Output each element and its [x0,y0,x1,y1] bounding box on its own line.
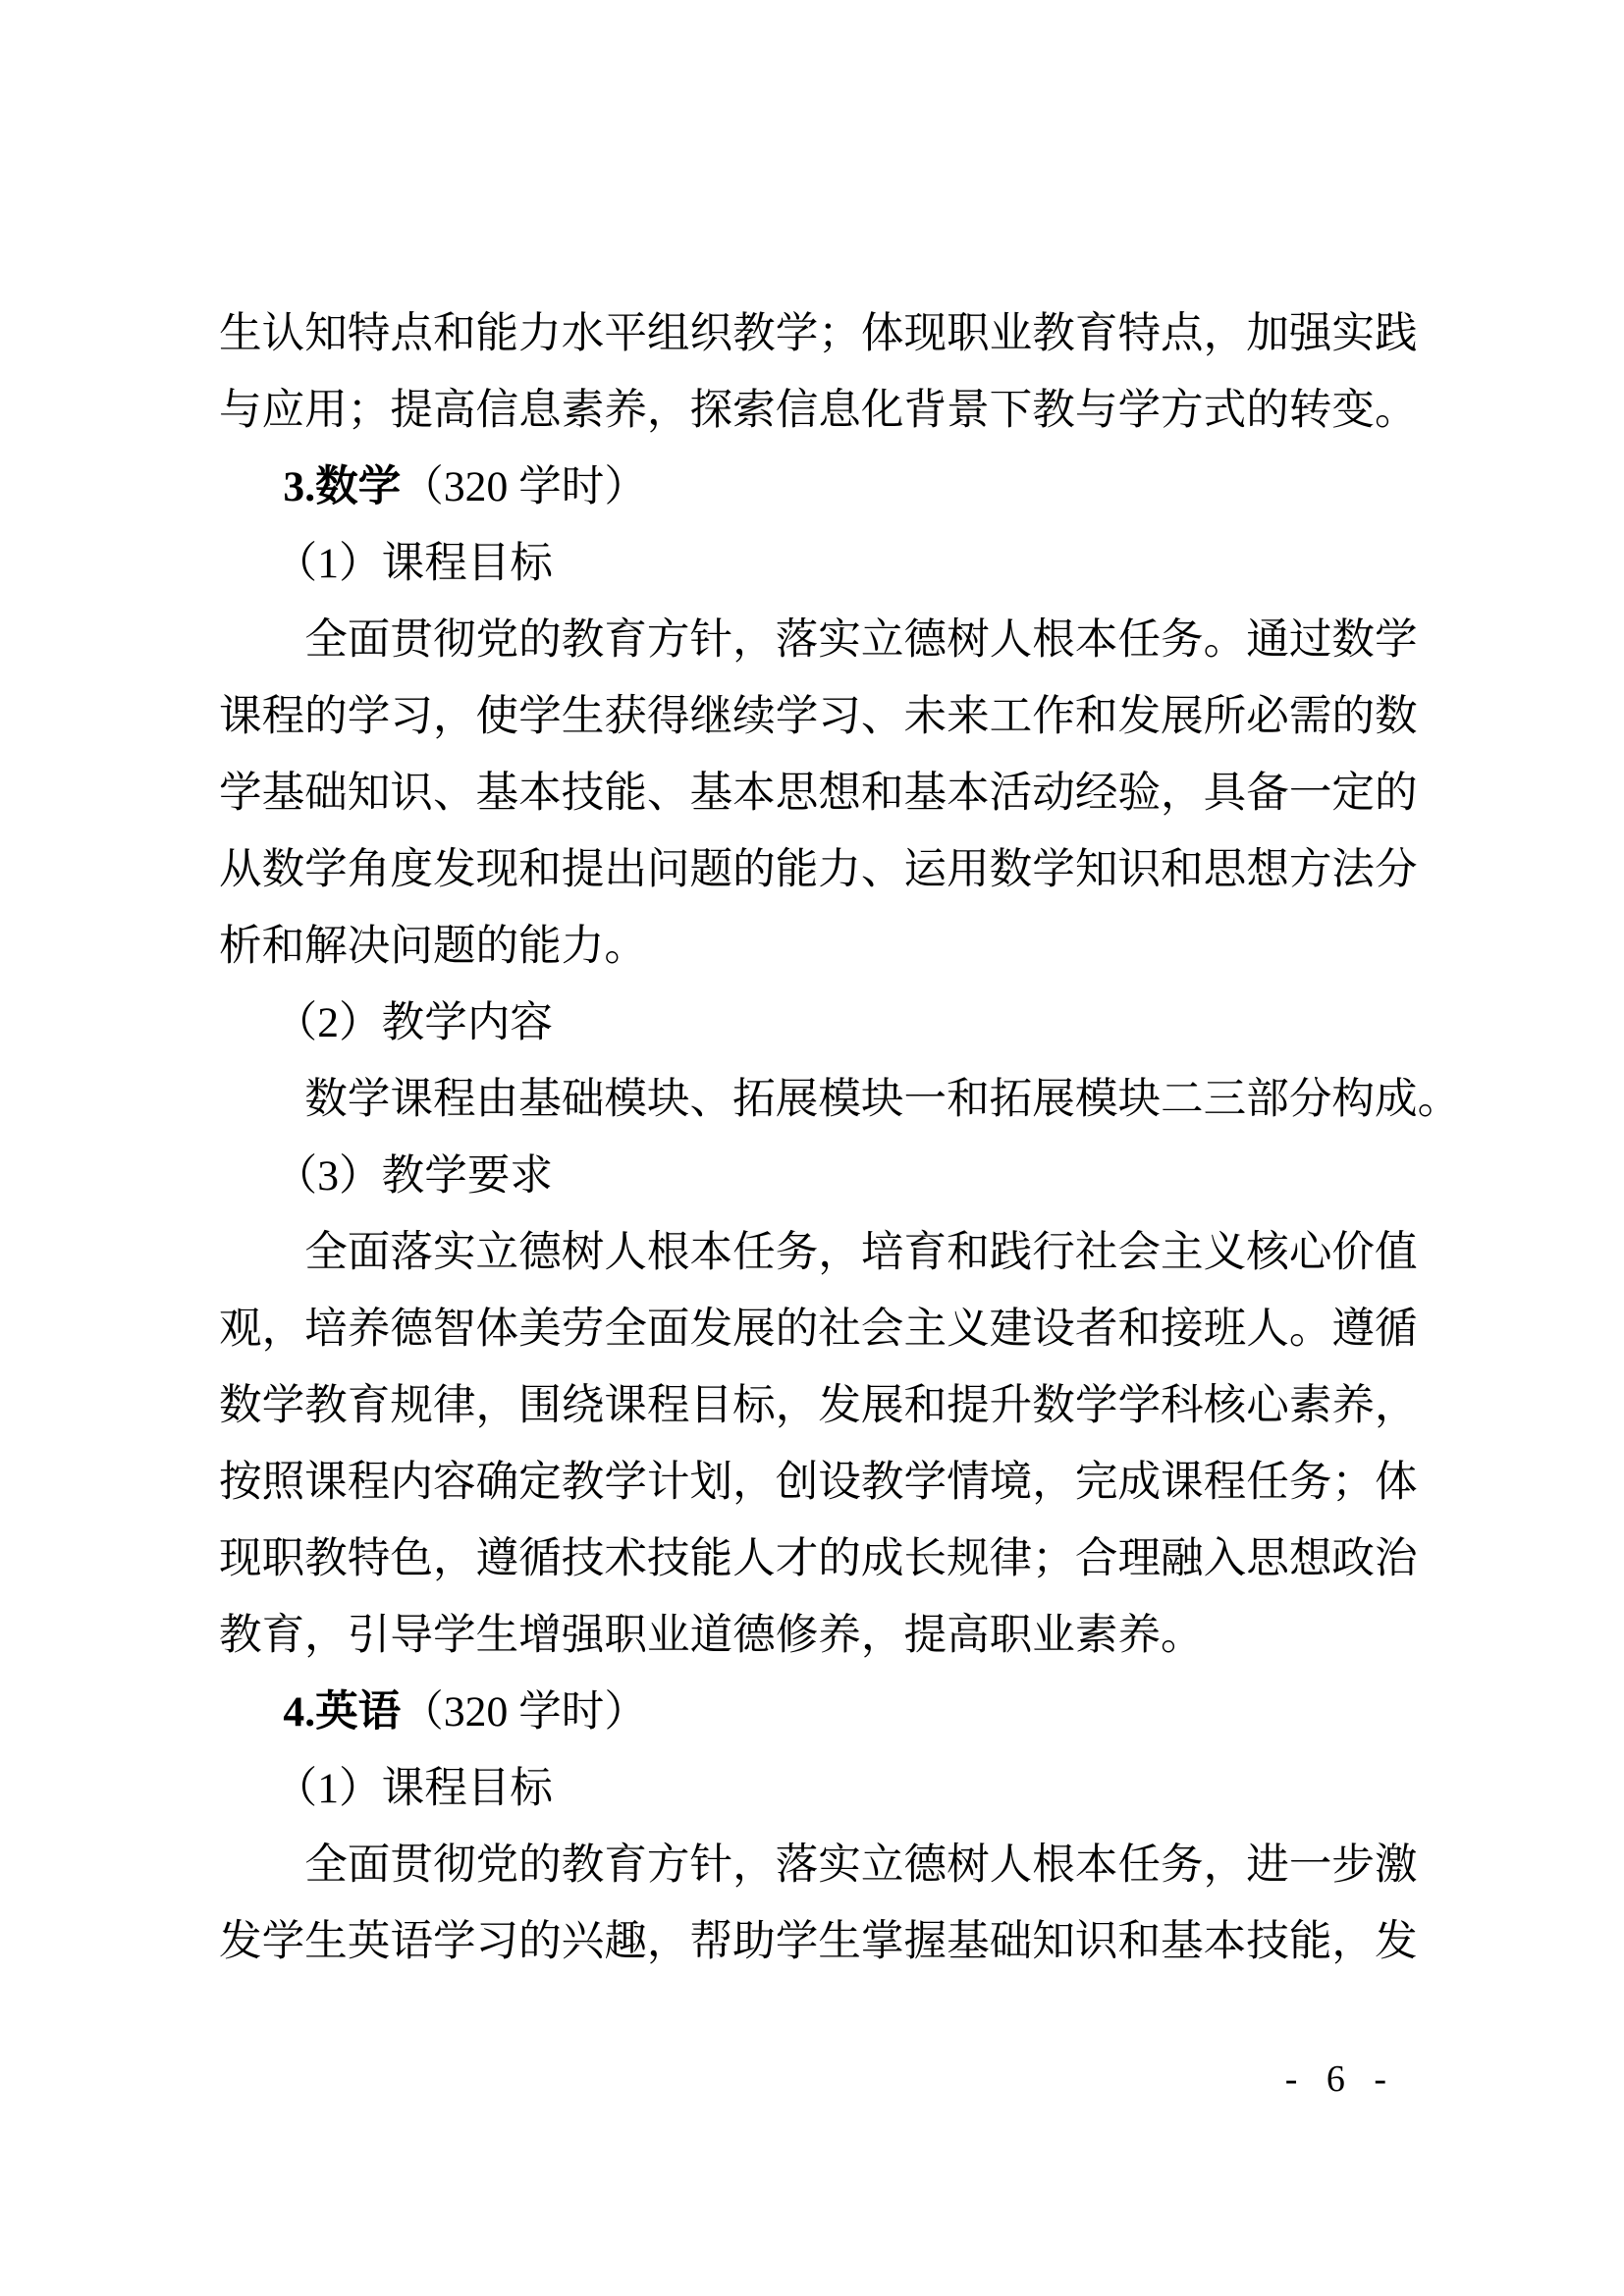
text-line-21: 全面贯彻党的教育方针，落实立德树人根本任务，进一步激 [304,1842,1418,1889]
text-line-10: （2）教学内容 [274,999,554,1046]
text-line-16: 按照课程内容确定教学计划，创设教学情境，完成课程任务；体 [219,1459,1418,1506]
text-line-7: 学基础知识、基本技能、基本思想和基本活动经验，具备一定的 [219,770,1418,817]
text-line-22: 发学生英语学习的兴趣，帮助学生掌握基础知识和基本技能，发 [219,1918,1418,1965]
text-line-2: 与应用；提高信息素养，探索信息化背景下教与学方式的转变。 [219,387,1418,434]
text-line-6: 课程的学习，使学生获得继续学习、未来工作和发展所必需的数 [219,693,1418,740]
heading-number-title: 4.英语 [283,1688,402,1735]
text-line-15: 数学教育规律，围绕课程目标，发展和提升数学学科核心素养， [219,1382,1418,1429]
text-line-3 [219,449,1421,525]
text-line-18: 教育，引导学生增强职业道德修养，提高职业素养。 [219,1612,1204,1659]
text-line-12: （3）教学要求 [274,1152,554,1200]
text-lines [219,295,1461,1980]
text-line-11: 数学课程由基础模块、拓展模块一和拓展模块二三部分构成。 [304,1076,1461,1123]
text-line-8: 从数学角度发现和提出问题的能力、运用数学知识和思想方法分 [219,846,1418,893]
text-line-13: 全面落实立德树人根本任务，培育和践行社会主义核心价值 [304,1229,1418,1276]
text-line-20: （1）课程目标 [274,1765,554,1812]
heading-hours: （320 学时） [401,1688,647,1735]
text-line-14: 观，培养德智体美劳全面发展的社会主义建设者和接班人。遵循 [219,1306,1418,1353]
heading-hours: （320 学时） [401,463,647,510]
text-line-19 [219,1674,1421,1750]
heading-number-title: 3.数学 [283,463,402,510]
text-line-17: 现职教特色，遵循技术技能人才的成长规律；合理融入思想政治 [219,1535,1418,1582]
text-line-5: 全面贯彻党的教育方针，落实立德树人根本任务。通过数学 [304,616,1418,664]
text-line-9: 析和解决问题的能力。 [219,923,647,970]
page-number: - 6 - [1284,2058,1391,2100]
text-line-1: 生认知特点和能力水平组织教学；体现职业教育特点，加强实践 [219,310,1418,357]
text-line-4: （1）课程目标 [274,540,554,587]
